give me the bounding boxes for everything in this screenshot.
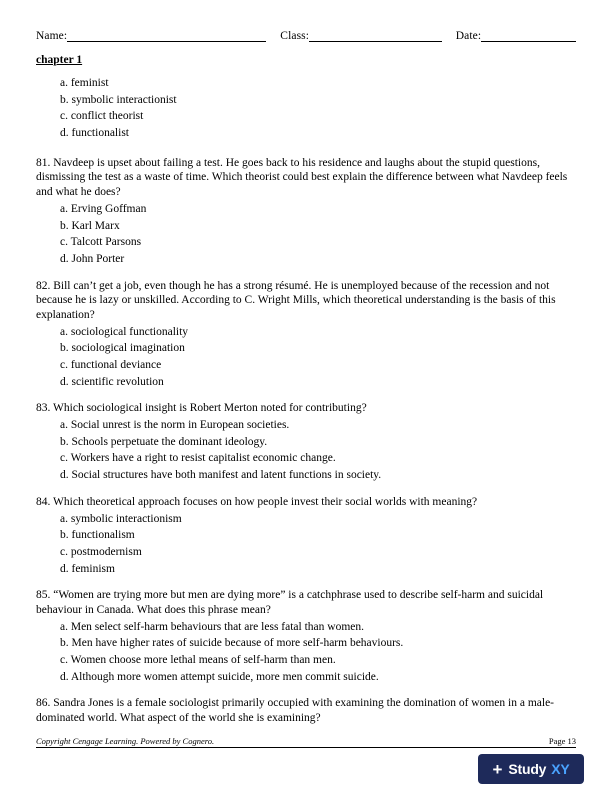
list-item: b. functionalism — [60, 529, 135, 542]
brand-xy-text: XY — [551, 761, 570, 777]
studyxy-logo — [478, 754, 584, 784]
question-block — [36, 279, 576, 391]
question-text: 84. Which theoretical approach focuses on how people invest their social worlds with meaning? — [36, 495, 478, 508]
name-field[interactable] — [67, 30, 266, 42]
list-item: b. Men have higher rates of suicide because of more self-harm behaviours. — [60, 637, 404, 650]
footer-divider — [36, 747, 576, 748]
question-text: 81. Navdeep is upset about failing a test. He goes back to his residence and laughs about the stupid questions, dismissing the test as a waste of time. Which theorist could best explain the difference between what Navdeep feels and what he does? — [36, 156, 568, 199]
list-item: d. Although more women attempt suicide, more men commit suicide. — [60, 670, 379, 683]
question-options — [36, 511, 576, 578]
list-item: d. functionalist — [60, 127, 129, 140]
date-field[interactable] — [481, 30, 576, 42]
question-block — [36, 588, 576, 685]
class-label: Class: — [280, 30, 310, 42]
list-item: d. John Porter — [60, 252, 125, 265]
copyright-text: Copyright Cengage Learning. Powered by Cognero. — [36, 736, 215, 746]
name-label: Name: — [36, 30, 68, 42]
list-item: c. functional deviance — [60, 359, 162, 372]
list-item: c. postmodernism — [60, 545, 142, 558]
question-text: 82. Bill can’t get a job, even though he has a strong résumé. He is unemployed because of the recession and not because he is lazy or unskilled. According to C. Wright Mills, which theoretical understanding is the basis of this explanation? — [36, 279, 556, 321]
plus-icon: + — [492, 759, 503, 779]
list-item: b. Karl Marx — [60, 219, 120, 232]
question-text: 85. “Women are trying more but men are dying more” is a catchphrase used to describe self-harm and suicidal behaviour in Canada. What does this phrase mean? — [36, 589, 544, 616]
list-item: d. Social structures have both manifest and latent functions in society. — [60, 469, 382, 482]
question-options — [36, 201, 576, 268]
page-content — [36, 30, 576, 737]
list-item: a. sociological functionality — [60, 325, 189, 338]
list-item: c. Talcott Parsons — [60, 236, 142, 249]
question-block — [36, 156, 576, 268]
list-item: a. Social unrest is the norm in European societies. — [60, 419, 290, 432]
question-text: 86. Sandra Jones is a female sociologist primarily occupied with examining the domination of women in a male-dominated world. What aspect of the world she is examining? — [36, 697, 555, 725]
horizontal-rule — [36, 747, 576, 748]
brand-study-text: Study — [508, 761, 547, 777]
list-item: b. symbolic interactionist — [60, 93, 177, 106]
list-item: c. Women choose more lethal means of self-harm than men. — [60, 653, 336, 666]
question-options — [36, 619, 576, 686]
chapter-title: chapter 1 — [36, 54, 83, 66]
student-info-header — [36, 30, 576, 42]
question-block — [36, 696, 576, 725]
question-text: 83. Which sociological insight is Robert Merton noted for contributing? — [36, 402, 367, 415]
list-item: a. Erving Goffman — [60, 202, 147, 215]
question-options — [36, 417, 576, 484]
list-item: b. sociological imagination — [60, 342, 185, 355]
list-item: d. scientific revolution — [60, 375, 164, 388]
question-block — [36, 495, 576, 577]
question-options — [36, 324, 576, 391]
list-item: d. feminism — [60, 562, 115, 575]
list-item: a. feminist — [60, 77, 109, 89]
continued-options-list — [36, 75, 576, 142]
date-label: Date: — [455, 30, 482, 42]
list-item: c. conflict theorist — [60, 110, 144, 123]
list-item: a. Men select self-harm behaviours that are less fatal than women. — [60, 620, 364, 633]
question-block — [36, 401, 576, 483]
class-field[interactable] — [309, 30, 442, 42]
list-item: b. Schools perpetuate the dominant ideology. — [60, 435, 268, 448]
page-number: Page 13 — [548, 736, 576, 746]
list-item: c. Workers have a right to resist capitalist economic change. — [60, 452, 336, 465]
list-item: a. symbolic interactionism — [60, 512, 182, 525]
